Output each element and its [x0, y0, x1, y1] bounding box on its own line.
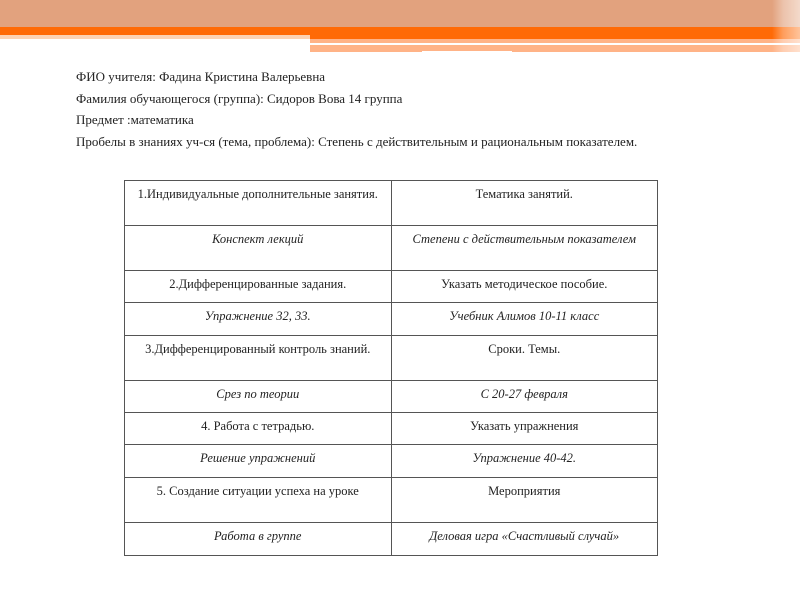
teacher-name: ФИО учителя: Фадина Кристина Валерьевна: [76, 69, 326, 84]
table-cell-activity: 2.Дифференцированные задания.: [125, 271, 392, 303]
table-cell-activity: Срез по теории: [125, 381, 392, 413]
table-cell-activity: 4. Работа с тетрадью.: [125, 413, 392, 445]
table-row: [125, 303, 658, 336]
header-divider-lower: [422, 51, 512, 53]
header-thin-stripe: [0, 35, 310, 39]
table-cell-detail: Учебник Алимов 10-11 класс: [391, 303, 658, 336]
table-row: [125, 445, 658, 478]
table-cell-detail: Указать упражнения: [391, 413, 658, 445]
table-row: [125, 381, 658, 413]
table-row: [125, 336, 658, 381]
table-cell-activity: Решение упражнений: [125, 445, 392, 478]
table-cell-activity: 5. Создание ситуации успеха на уроке: [125, 478, 392, 523]
table-row: [125, 181, 658, 226]
table-cell-activity: Работа в группе: [125, 523, 392, 556]
header-right-stripe-lower: [310, 45, 800, 52]
table-cell-detail: Упражнение 40-42.: [391, 445, 658, 478]
table-cell-activity: Конспект лекций: [125, 226, 392, 271]
table-row: [125, 271, 658, 303]
table-cell-detail: Мероприятия: [391, 478, 658, 523]
table-cell-detail: Деловая игра «Счастливый случай»: [391, 523, 658, 556]
student-name: Фамилия обучающегося (группа): Сидоров Вова 14 группа: [76, 90, 403, 106]
header-band: [0, 0, 800, 27]
table-cell-detail: Указать методическое пособие.: [391, 271, 658, 303]
knowledge-gaps: Пробелы в знаниях уч-ся (тема, проблема): Степень с действительным и рациональным показателем.: [76, 133, 638, 149]
table-row: [125, 413, 658, 445]
table-row: [125, 226, 658, 271]
header-fade-edge: [772, 0, 800, 54]
work-plan-table: [124, 180, 658, 556]
subject: Предмет :математика: [76, 112, 194, 127]
table-cell-activity: 1.Индивидуальные дополнительные занятия.: [125, 181, 392, 226]
table-cell-detail: Степени с действительным показателем: [391, 226, 658, 271]
student-info: [76, 66, 676, 152]
table-cell-detail: Тематика занятий.: [391, 181, 658, 226]
table-cell-activity: Упражнение 32, 33.: [125, 303, 392, 336]
table-row: [125, 523, 658, 556]
table-cell-activity: 3.Дифференцированный контроль знаний.: [125, 336, 392, 381]
table-cell-detail: С 20-27 февраля: [391, 381, 658, 413]
table-cell-detail: Сроки. Темы.: [391, 336, 658, 381]
table-row: [125, 478, 658, 523]
